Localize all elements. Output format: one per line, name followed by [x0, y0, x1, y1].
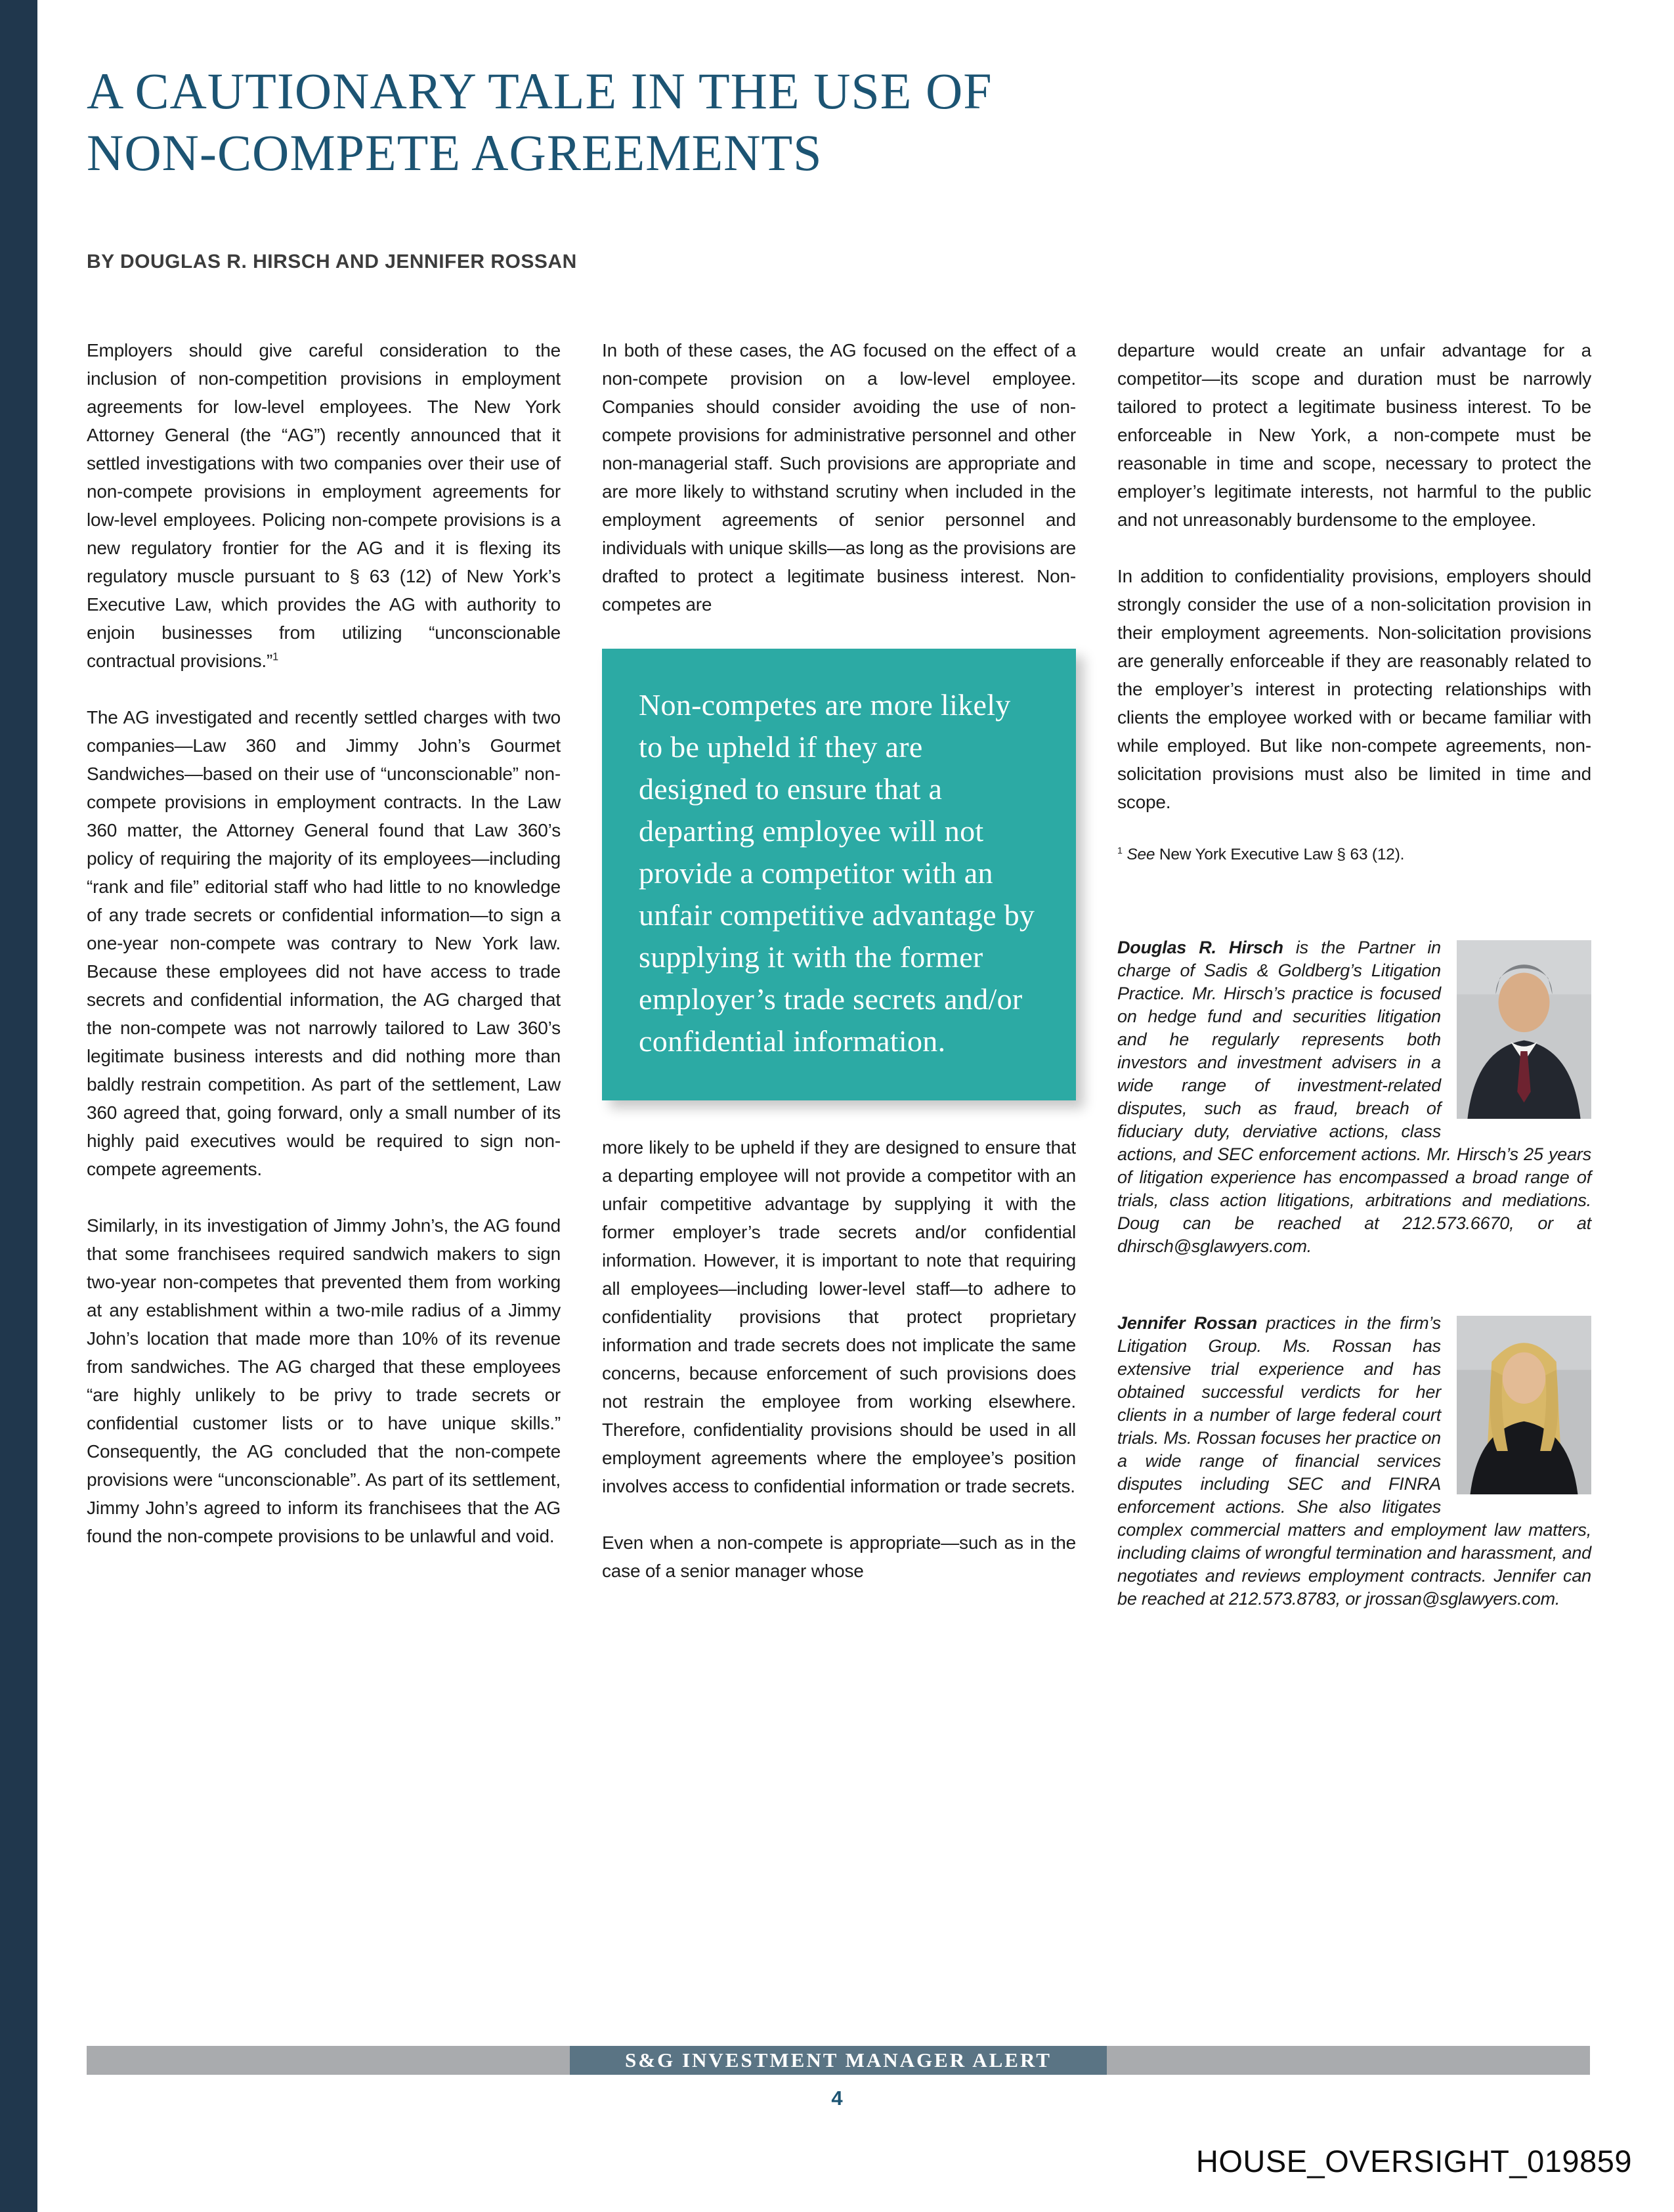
- paragraph-non-solicitation: In addition to confidentiality provisions, employers should strongly consider the use of a non-solicitation provision in their employment agreements. Non-solicitation provisions are generally enforceable if they are reasonably related to the employer’s interest in protecting relationships with clients the employee worked with or became familiar with while employed. But like non-compete agreements, non-solicitation provisions must also be limited in time and scope.: [1117, 566, 1591, 812]
- article-title-line2: NON-COMPETE AGREEMENTS: [87, 124, 823, 181]
- text-column-2: [602, 336, 1076, 1585]
- byline: BY DOUGLAS R. HIRSCH AND JENNIFER ROSSAN: [87, 251, 577, 272]
- left-accent-bar: [0, 0, 37, 2212]
- pull-quote-box: Non-competes are more likely to be upheld if they are designed to ensure that a departing employee will not provide a competitor with an unfair competitive advantage by supplying it with the former employer’s trade secrets and/or confidential information.: [602, 649, 1076, 1100]
- paragraph-law360: The AG investigated and recently settled charges with two companies—Law 360 and Jimmy John’s Gourmet Sandwiches—based on their use of “unconscionable” non-compete provisions in employment contracts. In the Law 360 matter, the Attorney General found that Law 360’s policy of requiring the majority of its employees—including “rank and file” editorial staff who had little to no knowledge of any trade secrets or confidential information—to sign a one-year non-compete was contrary to New York law. Because these employees did not have access to trade secrets and confidential information, the AG charged that the non-compete was not narrowly tailored to Law 360’s legitimate business interests and did nothing more than baldly restrain competition. As part of the settlement, Law 360 agreed that, going forward, only a small number of its highly paid executives would be required to sign non-compete agreements.: [87, 707, 561, 1179]
- bio-name-hirsch: Douglas R. Hirsch: [1117, 938, 1283, 957]
- footer-banner-bar: [87, 2046, 1590, 2075]
- footnote: [1117, 844, 1591, 865]
- douglas-hirsch-photo: [1457, 940, 1591, 1119]
- bio-douglas-hirsch: [1117, 936, 1591, 1258]
- footnote-number: 1: [1117, 845, 1123, 856]
- paragraph-both-cases: In both of these cases, the AG focused on the effect of a non-compete provision on a low-level employee. Companies should consider avoiding the use of non-compete provisions for administrative personnel and other non-managerial staff. Such provisions are appropriate and are more likely to withstand scrutiny when included in the employment agreements of senior personnel and individuals with unique skills—as long as the provisions are drafted to protect a legitimate business interest. Non-competes are: [602, 340, 1076, 615]
- paragraph-upheld: more likely to be upheld if they are designed to ensure that a departing employee will not provide a competitor with an unfair competitive advantage by supplying it with the former employer’s trade secrets and/or confidential information. However, it is important to note that requiring all employees—including lower-level staff—to adhere to confidentiality provisions that protect proprietary information and trade secrets does not implicate the same concerns, because enforcement of such provisions does not restrain the employee from working elsewhere. Therefore, confidentiality provisions should be used in all employment agreements where the employee’s position involves access to confidential information or trade secrets.: [602, 1137, 1076, 1496]
- paragraph-departure: departure would create an unfair advantage for a competitor—its scope and duration must be narrowly tailored to protect a legitimate business interest. To be enforceable in New York, a non-compete must be reasonable in time and scope, necessary to protect the employer’s legitimate interests, not harmful to the public and not unreasonably burdensome to the employee.: [1117, 340, 1591, 530]
- page-number: 4: [831, 2087, 843, 2110]
- paragraph-even-when: Even when a non-compete is appropriate—such as in the case of a senior manager whose: [602, 1532, 1076, 1581]
- footnote-text: New York Executive Law § 63 (12).: [1155, 846, 1405, 863]
- text-column-1: [87, 336, 561, 1550]
- article-title-line1: A CAUTIONARY TALE IN THE USE OF: [87, 62, 993, 119]
- paragraph-intro: [87, 336, 561, 675]
- bates-stamp: HOUSE_OVERSIGHT_019859: [1195, 2144, 1632, 2179]
- paragraph-intro-text: Employers should give careful consideration to the inclusion of non-competition provisions in employment agreements for low-level employees. The New York Attorney General (the “AG”) recently announced that it settled investigations with two companies over their use of non-compete provisions in employment agreements for low-level employees. Policing non-compete provisions is a new regulatory frontier for the AG and it is flexing its regulatory muscle pursuant to § 63 (12) of New York’s Executive Law, which provides the AG with authority to enjoin businesses from utilizing “unconscionable contractual provisions.”: [87, 340, 561, 671]
- paragraph-jimmy-johns: Similarly, in its investigation of Jimmy John’s, the AG found that some franchisees required sandwich makers to sign two-year non-competes that prevented them from working at any establishment within a two-mile radius of a Jimmy John’s location that made more than 10% of its revenue from sandwiches. The AG charged that these employees “are highly unlikely to be privy to trade secrets or confidential customer lists or to have unique skills.” Consequently, the AG concluded that the non-compete provisions were “unconscionable”. As part of its settlement, Jimmy John’s agreed to inform its franchisees that the AG found the non-compete provisions to be unlawful and void.: [87, 1215, 561, 1546]
- jennifer-rossan-photo: [1457, 1316, 1591, 1494]
- text-column-3: [1117, 336, 1591, 1611]
- bio-name-rossan: Jennifer Rossan: [1117, 1313, 1258, 1333]
- bio-text-rossan: practices in the firm’s Litigation Group. Ms. Rossan has extensive trial experience and has obtained successful verdicts for her clients in a number of large federal court trials. Ms. Rossan focuses her practice on a wide range of financial services disputes including SEC and FINRA enforcement actions. She also litigates complex commercial matters and employment law matters, including claims of wrongful termination and harassment, and negotiates and reviews employment contracts. Jennifer can be reached at 212.573.8783, or jrossan@sglawyers.com.: [1117, 1313, 1591, 1609]
- footnote-see: See: [1127, 846, 1155, 863]
- bio-text-hirsch: is the Partner in charge of Sadis & Goldberg’s Litigation Practice. Mr. Hirsch’s practice is focused on hedge fund and securities litigation and he regularly represents both investors and investment advisers in a wide range of investment-related disputes, such as fraud, breach of fiduciary duty, derviative actions, class actions, and SEC enforcement actions. Mr. Hirsch’s 25 years of litigation experience has encompassed a broad range of trials, class action litigations, arbitrations and mediations. Doug can be reached at 212.573.6670, or at dhirsch@sglawyers.com.: [1117, 938, 1591, 1256]
- article-title: [87, 60, 1465, 184]
- footnote-reference: 1: [272, 651, 278, 663]
- newsletter-title: S&G INVESTMENT MANAGER ALERT: [570, 2046, 1107, 2075]
- bio-jennifer-rossan: [1117, 1312, 1591, 1611]
